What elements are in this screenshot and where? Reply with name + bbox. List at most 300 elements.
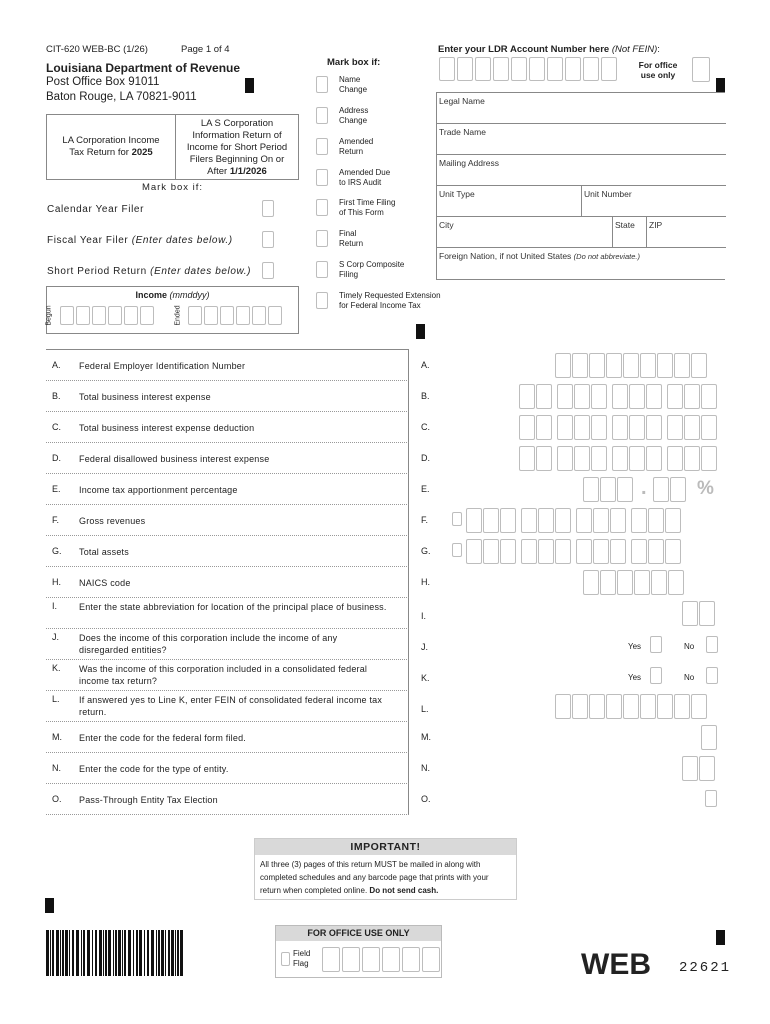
total-interest-expense-digit-box[interactable] — [684, 384, 700, 409]
begun-date-boxes[interactable] — [60, 306, 154, 325]
thousands-separator — [627, 539, 630, 564]
line-row — [46, 474, 409, 505]
disallowed-interest-digit-box[interactable] — [536, 446, 552, 471]
total-assets-digit-box[interactable] — [521, 539, 537, 564]
disregarded-no-checkbox[interactable] — [706, 636, 718, 653]
fein-digit-box[interactable] — [674, 353, 690, 378]
barcode-bar — [168, 930, 170, 976]
line-text: Does the income of this corporation include the income of any disregarded entities? — [79, 633, 338, 655]
disregarded-yes-checkbox[interactable] — [650, 636, 662, 653]
line-row — [46, 598, 409, 629]
ended-digit-box[interactable] — [252, 306, 266, 325]
mid-mark-label: Amended Return — [339, 137, 374, 156]
line-text: Enter the code for the federal form filed. — [79, 733, 246, 743]
title-right — [176, 118, 298, 178]
interest-deduction-digit-box[interactable] — [684, 415, 700, 440]
barcode-bar — [147, 930, 149, 976]
disallowed-interest-digit-box[interactable] — [629, 446, 645, 471]
interest-deduction-digit-box[interactable] — [574, 415, 590, 440]
total-assets-digit-box[interactable] — [555, 539, 571, 564]
disallowed-interest-digit-box[interactable] — [557, 446, 573, 471]
barcode-bar — [158, 930, 160, 976]
thousands-separator — [627, 508, 630, 533]
line-text: Enter the state abbreviation for location of the principal place of business. — [79, 602, 387, 612]
barcode-bar — [108, 930, 111, 976]
mid-mark-checkbox[interactable] — [316, 169, 328, 186]
ended-digit-box[interactable] — [204, 306, 218, 325]
answer-letter: B. — [421, 391, 430, 401]
interest-deduction-digit-box[interactable] — [557, 415, 573, 440]
barcode-bar — [72, 930, 74, 976]
state-abbrev[interactable] — [682, 601, 715, 626]
disallowed-interest-digit-box[interactable] — [591, 446, 607, 471]
gross-revenues-digit-box[interactable] — [521, 508, 537, 533]
zip-field[interactable]: ZIP — [647, 217, 726, 248]
total-assets-digit-box[interactable] — [576, 539, 592, 564]
gross-revenues[interactable] — [466, 508, 681, 533]
mid-mark-checkbox[interactable] — [316, 138, 328, 155]
ldr-digit-box[interactable] — [583, 57, 599, 81]
no-label: No — [684, 642, 695, 651]
office-only-box — [275, 925, 442, 978]
answer-letter: K. — [421, 673, 430, 683]
apportionment-whole-digit-box[interactable] — [617, 477, 633, 502]
answer-letter: C. — [421, 422, 430, 432]
line-text: Total business interest expense deduction — [79, 423, 255, 433]
interest-deduction-digit-box[interactable] — [536, 415, 552, 440]
percent-sign: % — [697, 478, 714, 499]
apportionment-whole-digit-box[interactable] — [600, 477, 616, 502]
disallowed-interest-digit-box[interactable] — [574, 446, 590, 471]
consolidated-fein-digit-box[interactable] — [572, 694, 588, 719]
thousands-separator — [663, 384, 666, 409]
line-row — [46, 629, 409, 660]
mid-mark-label: Name Change — [339, 75, 368, 94]
ldr-label: Enter your LDR Account Number here (Not FEIN): — [438, 44, 660, 55]
begun-digit-box[interactable] — [124, 306, 138, 325]
barcode-bar — [87, 930, 90, 976]
unit-number-field[interactable]: Unit Number — [582, 186, 726, 217]
ldr-digit-box[interactable] — [547, 57, 563, 81]
barcode-bar — [65, 930, 68, 976]
po-box: Post Office Box 91011 — [46, 76, 160, 88]
answer-letter: D. — [421, 453, 430, 463]
consolidated-fein-digit-box[interactable] — [589, 694, 605, 719]
total-interest-expense-digit-box[interactable] — [612, 384, 628, 409]
interest-deduction-digit-box[interactable] — [612, 415, 628, 440]
line-row — [46, 753, 409, 784]
gross-revenues-digit-box[interactable] — [466, 508, 482, 533]
total-interest-expense-digit-box[interactable] — [519, 384, 535, 409]
barcode-bar — [124, 930, 126, 976]
total-interest-expense-digit-box[interactable] — [591, 384, 607, 409]
form-id: CIT-620 WEB-BC (1/26) — [46, 44, 148, 55]
answer-letter: G. — [421, 546, 431, 556]
barcode-bar — [92, 930, 93, 976]
mid-mark-label: S Corp Composite Filing — [339, 260, 405, 279]
thousands-separator — [572, 539, 575, 564]
answer-letter: M. — [421, 732, 431, 742]
total-interest-expense-digit-box[interactable] — [646, 384, 662, 409]
begun-digit-box[interactable] — [108, 306, 122, 325]
disallowed-interest-digit-box[interactable] — [612, 446, 628, 471]
barcode-bar — [133, 930, 134, 976]
calendar-year-label: Calendar Year Filer — [47, 204, 145, 215]
web-label: WEB — [581, 948, 651, 981]
answer-letter: E. — [421, 484, 430, 494]
thousands-separator — [553, 446, 556, 471]
ended-date-boxes[interactable] — [188, 306, 282, 325]
title-right-line4: Filers Beginning On or — [189, 154, 285, 165]
income-dates-box — [46, 286, 299, 334]
thousands-separator — [663, 415, 666, 440]
gross-revenues-digit-box[interactable] — [593, 508, 609, 533]
line-row — [46, 381, 409, 412]
barcode-bar — [171, 930, 174, 976]
office-only-title: FOR OFFICE USE ONLY — [276, 926, 441, 941]
trade-name-field[interactable]: Trade Name — [437, 124, 726, 155]
mid-mark-label: First Time Filing of This Form — [339, 198, 396, 217]
answer-letter: A. — [421, 360, 430, 370]
line-row — [46, 443, 409, 474]
thousands-separator — [553, 415, 556, 440]
registration-mark — [716, 78, 725, 93]
mid-mark-checkbox[interactable] — [316, 230, 328, 247]
ldr-digit-box[interactable] — [511, 57, 527, 81]
fein-digit-box[interactable] — [657, 353, 673, 378]
barcode-bar — [180, 930, 183, 976]
begun-digit-box[interactable] — [60, 306, 74, 325]
line-row — [46, 567, 409, 598]
barcode-bar — [62, 930, 64, 976]
office-digit-box — [382, 947, 400, 972]
mid-mark-checkbox[interactable] — [316, 292, 328, 309]
line-row — [46, 350, 409, 381]
title-right-line3: Income for Short Period — [186, 142, 288, 153]
thousands-separator — [572, 508, 575, 533]
title-left-line2: Tax Return for 2025 — [69, 147, 153, 158]
apportionment-decimal[interactable] — [653, 477, 686, 502]
consolidated-fein-digit-box[interactable] — [555, 694, 571, 719]
interest-deduction-digit-box[interactable] — [519, 415, 535, 440]
barcode — [46, 930, 186, 976]
barcode-bar — [161, 930, 164, 976]
naics-digit-box[interactable] — [583, 570, 599, 595]
ldr-digit-box[interactable] — [529, 57, 545, 81]
fein-digit-box[interactable] — [555, 353, 571, 378]
fiscal-year-checkbox[interactable] — [262, 231, 274, 248]
mid-mark-checkbox[interactable] — [316, 261, 328, 278]
disallowed-interest-digit-box[interactable] — [701, 446, 717, 471]
interest-deduction[interactable] — [519, 415, 717, 440]
consolidated-fein-digit-box[interactable] — [674, 694, 690, 719]
barcode-bar — [113, 930, 114, 976]
title-left-line1: LA Corporation Income — [62, 135, 160, 146]
fein-digit-box[interactable] — [589, 353, 605, 378]
answer-letter: F. — [421, 515, 429, 525]
fein[interactable] — [555, 353, 707, 378]
line-text: NAICS code — [79, 578, 131, 588]
city-field[interactable]: City — [437, 217, 613, 248]
barcode-bar — [46, 930, 49, 976]
gross-revenues-digit-box[interactable] — [483, 508, 499, 533]
legal-name-field[interactable]: Legal Name — [437, 93, 726, 124]
total-assets-digit-box[interactable] — [648, 539, 664, 564]
yes-label: Yes — [628, 673, 642, 682]
consolidated-yes-checkbox[interactable] — [650, 667, 662, 684]
fein-digit-box[interactable] — [572, 353, 588, 378]
no-label: No — [684, 673, 695, 682]
begun-digit-box[interactable] — [92, 306, 106, 325]
mid-mark-checkbox[interactable] — [316, 76, 328, 93]
barcode-bar — [156, 930, 157, 976]
title-right-line2: Information Return of — [192, 130, 282, 141]
line-row — [46, 536, 409, 567]
unit-type-field[interactable]: Unit Type — [437, 186, 582, 217]
disallowed-interest-digit-box[interactable] — [519, 446, 535, 471]
ldr-digit-box[interactable] — [439, 57, 455, 81]
total-interest-expense[interactable] — [519, 384, 717, 409]
consolidated-fein-digit-box[interactable] — [691, 694, 707, 719]
thousands-separator — [663, 446, 666, 471]
begun-digit-box[interactable] — [76, 306, 90, 325]
ended-digit-box[interactable] — [220, 306, 234, 325]
mid-mark-checkbox[interactable] — [316, 107, 328, 124]
total-assets-digit-box[interactable] — [483, 539, 499, 564]
line-row — [46, 691, 409, 722]
gross-revenues-digit-box[interactable] — [631, 508, 647, 533]
left-mark-heading: Mark box if: — [141, 182, 204, 193]
registration-mark — [716, 930, 725, 945]
ldr-digit-box[interactable] — [475, 57, 491, 81]
barcode-bar — [99, 930, 102, 976]
gross-revenues-digit-box[interactable] — [610, 508, 626, 533]
line-letter: E. — [52, 484, 61, 494]
gross-revenues-digit-box[interactable] — [576, 508, 592, 533]
office-digit-box — [322, 947, 340, 972]
fiscal-year-label: Fiscal Year Filer (Enter dates below.) — [47, 235, 233, 246]
naics-digit-box[interactable] — [651, 570, 667, 595]
line-text: Enter the code for the type of entity. — [79, 764, 229, 774]
income-label: Income (mmddyy) — [135, 290, 210, 300]
gross-revenues-digit-box[interactable] — [538, 508, 554, 533]
ended-digit-box[interactable] — [236, 306, 250, 325]
federal-form-code[interactable] — [701, 725, 717, 750]
entity-type-code-digit-box[interactable] — [682, 756, 698, 781]
apportionment-decimal-digit-box[interactable] — [653, 477, 669, 502]
answer-letter: O. — [421, 794, 431, 804]
barcode-bar — [52, 930, 54, 976]
total-assets-digit-box[interactable] — [538, 539, 554, 564]
naics[interactable] — [583, 570, 684, 595]
answer-letter: I. — [421, 611, 427, 621]
ended-digit-box[interactable] — [188, 306, 202, 325]
fein-digit-box[interactable] — [691, 353, 707, 378]
office-only-boxes — [322, 947, 440, 972]
barcode-bar — [122, 930, 123, 976]
mid-mark-checkbox[interactable] — [316, 199, 328, 216]
fein-digit-box[interactable] — [606, 353, 622, 378]
ldr-digit-box[interactable] — [493, 57, 509, 81]
line-row — [46, 784, 409, 815]
line-text: Total business interest expense — [79, 392, 211, 402]
line-text: Total assets — [79, 547, 129, 557]
negative-sign-checkbox[interactable] — [452, 543, 462, 557]
interest-deduction-digit-box[interactable] — [701, 415, 717, 440]
thousands-separator — [608, 415, 611, 440]
total-assets-digit-box[interactable] — [610, 539, 626, 564]
naics-digit-box[interactable] — [668, 570, 684, 595]
total-assets-digit-box[interactable] — [466, 539, 482, 564]
line-letter: N. — [52, 763, 61, 773]
ended-label: Ended — [174, 305, 182, 326]
total-assets-digit-box[interactable] — [593, 539, 609, 564]
total-interest-expense-digit-box[interactable] — [557, 384, 573, 409]
barcode-bar — [175, 930, 176, 976]
gross-revenues-digit-box[interactable] — [648, 508, 664, 533]
total-assets[interactable] — [466, 539, 681, 564]
line-letter: J. — [52, 632, 60, 642]
total-assets-digit-box[interactable] — [500, 539, 516, 564]
title-left — [47, 135, 175, 159]
gross-revenues-digit-box[interactable] — [500, 508, 516, 533]
total-assets-digit-box[interactable] — [631, 539, 647, 564]
apportionment-whole-digit-box[interactable] — [583, 477, 599, 502]
apportionment-decimal-digit-box[interactable] — [670, 477, 686, 502]
consolidated-fein[interactable] — [555, 694, 707, 719]
yes-label: Yes — [628, 642, 642, 651]
naics-digit-box[interactable] — [617, 570, 633, 595]
short-period-label: Short Period Return (Enter dates below.) — [47, 266, 252, 277]
entity-type-code-digit-box[interactable] — [699, 756, 715, 781]
important-box — [254, 838, 517, 900]
form-code: 22621 — [679, 960, 732, 976]
mid-mark-heading: Mark box if: — [327, 57, 381, 68]
consolidated-fein-digit-box[interactable] — [657, 694, 673, 719]
barcode-bar — [136, 930, 138, 976]
total-interest-expense-digit-box[interactable] — [667, 384, 683, 409]
dept-city: Baton Rouge, LA 70821-9011 — [46, 91, 197, 103]
barcode-bar — [105, 930, 107, 976]
naics-digit-box[interactable] — [634, 570, 650, 595]
barcode-bar — [81, 930, 82, 976]
apportionment-whole[interactable] — [583, 477, 633, 502]
title-right-line1: LA S Corporation — [200, 118, 274, 129]
line-row — [46, 722, 409, 753]
barcode-bar — [56, 930, 59, 976]
total-interest-expense-digit-box[interactable] — [536, 384, 552, 409]
line-text: Income tax apportionment percentage — [79, 485, 238, 495]
gross-revenues-digit-box[interactable] — [665, 508, 681, 533]
ldr-digit-box[interactable] — [565, 57, 581, 81]
state-abbrev-digit-box[interactable] — [682, 601, 698, 626]
disallowed-interest-digit-box[interactable] — [646, 446, 662, 471]
barcode-bar — [128, 930, 131, 976]
answer-letter: J. — [421, 642, 429, 652]
answer-letter: L. — [421, 704, 429, 714]
consolidated-no-checkbox[interactable] — [706, 667, 718, 684]
mid-mark-label: Final Return — [339, 229, 364, 248]
ldr-digit-box[interactable] — [601, 57, 617, 81]
mailing-address-field[interactable]: Mailing Address — [437, 155, 726, 186]
barcode-bar — [177, 930, 179, 976]
interest-deduction-digit-box[interactable] — [591, 415, 607, 440]
barcode-bar — [115, 930, 117, 976]
ptet-election-checkbox[interactable] — [705, 790, 717, 807]
fein-digit-box[interactable] — [640, 353, 656, 378]
calendar-year-checkbox[interactable] — [262, 200, 274, 217]
line-text: If answered yes to Line K, enter FEIN of consolidated federal income tax return. — [79, 695, 383, 717]
line-letter: L. — [52, 694, 60, 704]
total-assets-digit-box[interactable] — [665, 539, 681, 564]
disallowed-interest-digit-box[interactable] — [667, 446, 683, 471]
short-period-checkbox[interactable] — [262, 262, 274, 279]
field-flag-checkbox[interactable] — [281, 952, 290, 966]
line-letter: C. — [52, 422, 61, 432]
line-text: Pass-Through Entity Tax Election — [79, 795, 218, 805]
ended-digit-box[interactable] — [268, 306, 282, 325]
ldr-digit-box[interactable] — [457, 57, 473, 81]
consolidated-fein-digit-box[interactable] — [606, 694, 622, 719]
state-field[interactable]: State — [613, 217, 647, 248]
thousands-separator — [608, 446, 611, 471]
barcode-bar — [151, 930, 154, 976]
fein-digit-box[interactable] — [623, 353, 639, 378]
page-number: Page 1 of 4 — [181, 44, 230, 55]
federal-form-code-digit-box[interactable] — [701, 725, 717, 750]
barcode-bar — [95, 930, 97, 976]
line-text: Federal Employer Identification Number — [79, 361, 246, 371]
line-letter: D. — [52, 453, 61, 463]
thousands-separator — [553, 384, 556, 409]
state-abbrev-digit-box[interactable] — [699, 601, 715, 626]
disallowed-interest-digit-box[interactable] — [684, 446, 700, 471]
barcode-bar — [83, 930, 85, 976]
begun-digit-box[interactable] — [140, 306, 154, 325]
interest-deduction-digit-box[interactable] — [667, 415, 683, 440]
line-letter: O. — [52, 794, 62, 804]
consolidated-fein-digit-box[interactable] — [640, 694, 656, 719]
total-interest-expense-digit-box[interactable] — [701, 384, 717, 409]
field-flag-label: Field Flag — [293, 949, 311, 968]
registration-mark — [245, 78, 254, 93]
mid-mark-label: Address Change — [339, 106, 369, 125]
total-interest-expense-digit-box[interactable] — [629, 384, 645, 409]
total-interest-expense-digit-box[interactable] — [574, 384, 590, 409]
foreign-nation-field[interactable]: Foreign Nation, if not United States (Do not abbreviate.) — [439, 251, 640, 261]
barcode-bar — [60, 930, 61, 976]
dept-name: Louisiana Department of Revenue — [46, 61, 241, 75]
line-letter: A. — [52, 360, 61, 370]
consolidated-fein-digit-box[interactable] — [623, 694, 639, 719]
disallowed-interest[interactable] — [519, 446, 717, 471]
entity-type-code[interactable] — [682, 756, 715, 781]
line-text: Federal disallowed business interest expense — [79, 454, 270, 464]
office-digit-box — [362, 947, 380, 972]
answer-letter: H. — [421, 577, 430, 587]
ldr-account-boxes[interactable] — [439, 57, 617, 81]
gross-revenues-digit-box[interactable] — [555, 508, 571, 533]
naics-digit-box[interactable] — [600, 570, 616, 595]
mid-mark-label: Timely Requested Extension for Federal Income Tax — [339, 291, 441, 310]
barcode-bar — [103, 930, 104, 976]
important-title: IMPORTANT! — [255, 839, 516, 855]
office-digit-box — [342, 947, 360, 972]
interest-deduction-digit-box[interactable] — [646, 415, 662, 440]
negative-sign-checkbox[interactable] — [452, 512, 462, 526]
interest-deduction-digit-box[interactable] — [629, 415, 645, 440]
answer-letter: N. — [421, 763, 430, 773]
